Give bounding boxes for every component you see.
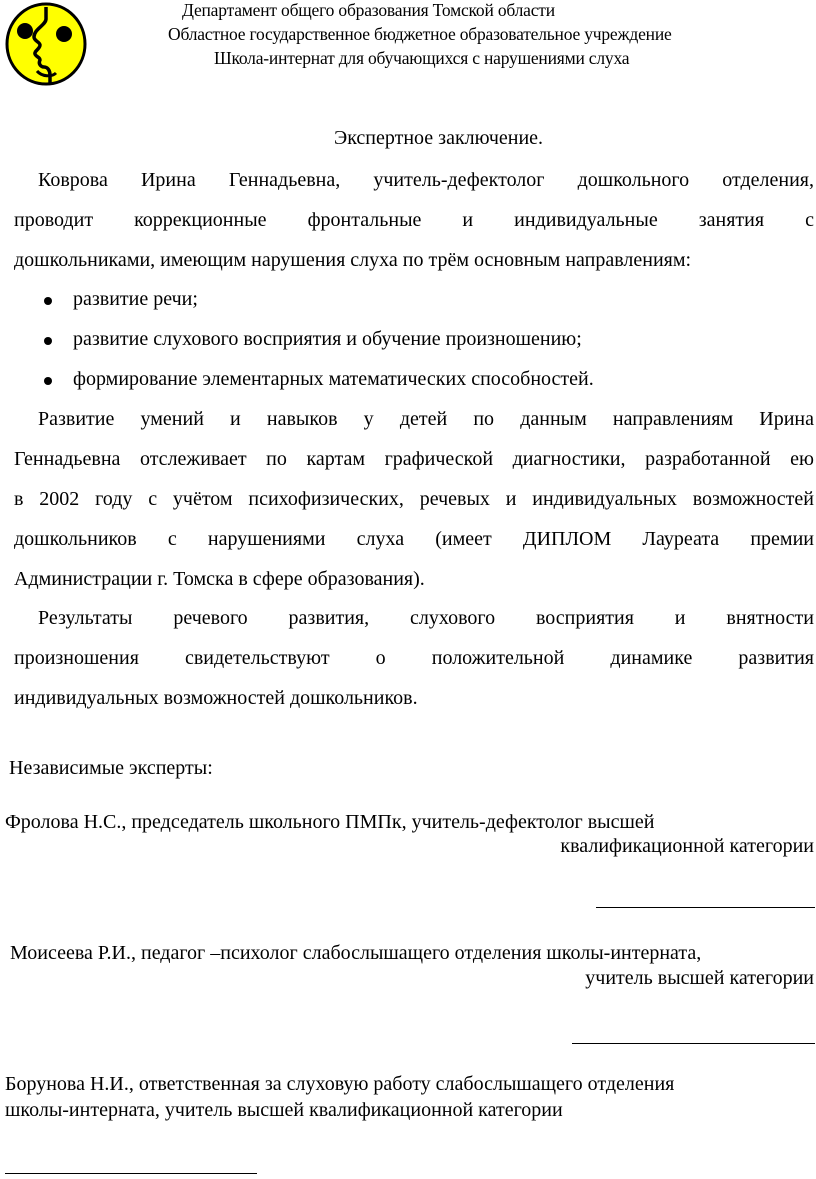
para3-line-1: Результаты речевого развития, слухового восприятия и внятности	[38, 607, 814, 629]
bullet-2-text: развитие слухового восприятия и обучение произношению;	[73, 328, 582, 350]
intro-line-2: проводит коррекционные фронтальные и индивидуальные занятия с	[14, 209, 814, 231]
para2-line-3: в 2002 году с учётом психофизических, речевых и индивидуальных возможностей	[14, 488, 814, 510]
expert-2-signature-line	[572, 1043, 815, 1044]
header-line-3: Школа-интернат для обучающихся с нарушениями слуха	[214, 48, 630, 68]
header-line-1: Департамент общего образования Томской области	[182, 0, 555, 20]
bullet-2-marker	[44, 337, 52, 345]
bullet-3-marker	[44, 377, 52, 385]
expert-2-line-2: учитель высшей категории	[585, 967, 814, 989]
expert-2-line-1: Моисеева Р.И., педагог –психолог слабослышащего отделения школы-интерната,	[10, 942, 702, 964]
expert-3-line-1: Борунова Н.И., ответственная за слуховую работу слабослышащего отделения	[5, 1073, 675, 1095]
expert-1-line-1: Фролова Н.С., председатель школьного ПМПк, учитель-дефектолог высшей	[5, 811, 655, 833]
bullet-3-text: формирование элементарных математических способностей.	[73, 368, 594, 390]
logo-eye-left	[17, 23, 33, 39]
para2-line-2: Геннадьевна отслеживает по картам графической диагностики, разработанной ею	[14, 448, 814, 470]
intro-line-3: дошкольниками, имеющим нарушения слуха по трём основным направлениям:	[14, 249, 692, 271]
header-line-2: Областное государственное бюджетное образовательное учреждение	[168, 24, 672, 44]
experts-heading: Независимые эксперты:	[9, 757, 213, 779]
bullet-1-text: развитие речи;	[73, 288, 198, 310]
logo-eye-right	[56, 26, 72, 42]
para3-line-3: индивидуальных возможностей дошкольников.	[14, 687, 418, 709]
document-title: Экспертное заключение.	[334, 127, 544, 149]
intro-line-1: Коврова Ирина Геннадьевна, учитель-дефектолог дошкольного отделения,	[38, 169, 814, 191]
expert-1-line-2: квалификационной категории	[560, 835, 814, 857]
para3-line-2: произношения свидетельствуют о положительной динамике развития	[14, 647, 814, 669]
expert-3-line-2: школы-интерната, учитель высшей квалификационной категории	[5, 1099, 563, 1121]
expert-1-signature-line	[596, 907, 815, 908]
expert-3-signature-line	[5, 1173, 257, 1174]
para2-line-5: Администрации г. Томска в сфере образования).	[14, 568, 425, 590]
para2-line-4: дошкольников с нарушениями слуха (имеет ДИПЛОМ Лауреата премии	[14, 528, 814, 550]
bullet-1-marker	[44, 297, 52, 305]
school-logo	[4, 1, 88, 87]
para2-line-1: Развитие умений и навыков у детей по данным направлениям Ирина	[38, 408, 814, 430]
